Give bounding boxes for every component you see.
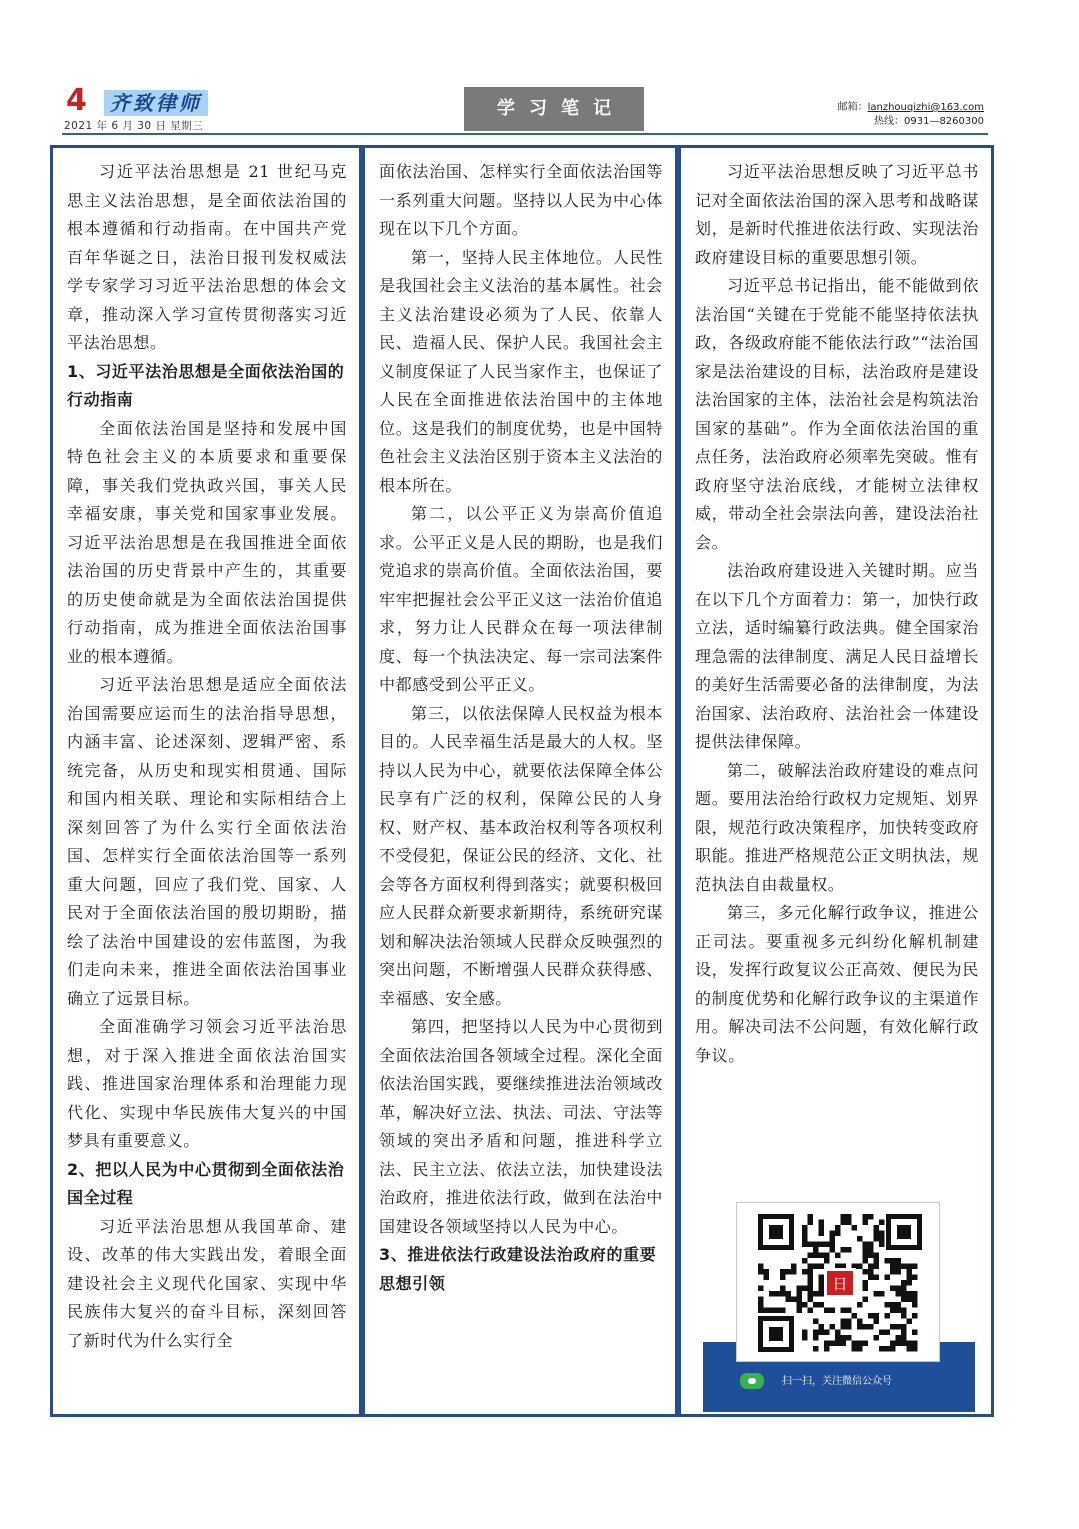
qr-module (879, 1231, 885, 1237)
qr-module (907, 1280, 913, 1286)
qr-module (830, 1231, 836, 1237)
qr-module (808, 1280, 814, 1286)
qr-module (841, 1335, 847, 1341)
qr-module (907, 1341, 913, 1347)
qr-module (841, 1341, 847, 1347)
qr-module (857, 1324, 863, 1330)
body-paragraph: 第四，把坚持以人民为中心贯彻到全面依法治国各领域全过程。深化全面依法治国实践，要继续推进法治领域改革，解决好立法、执法、司法、守法等领域的突出矛盾和问题，推进科学立法、民主立法、依法立法，加快建设法治政府，推进依法行政，做到在法治中国建设各领域坚持以人民为中心。 (379, 1017, 663, 1236)
qr-module (907, 1275, 913, 1281)
qr-module (863, 1286, 869, 1292)
qr-module (885, 1258, 891, 1264)
qr-module (896, 1341, 902, 1347)
qr-module (813, 1247, 819, 1253)
qr-module (874, 1253, 880, 1259)
qr-module (758, 1297, 764, 1303)
qr-module (896, 1269, 902, 1275)
qr-module (907, 1269, 913, 1275)
qr-module (802, 1269, 808, 1275)
qr-module (885, 1346, 891, 1352)
qr-module (846, 1220, 852, 1226)
qr-module (813, 1346, 819, 1352)
qr-module (846, 1308, 852, 1314)
section-banner: 学习笔记 (464, 87, 644, 131)
qr-module (896, 1335, 902, 1341)
qr-module (863, 1269, 869, 1275)
qr-module (819, 1220, 825, 1226)
qr-module (912, 1330, 918, 1336)
qr-module (824, 1253, 830, 1259)
email-line (838, 101, 984, 115)
qr-module (874, 1275, 880, 1281)
qr-module (841, 1308, 847, 1314)
qr-module (868, 1247, 874, 1253)
body-paragraph: 面依法治国、怎样实行全面依法治国等一系列重大问题。坚持以人民为中心体现在以下几个方面。 (379, 162, 663, 238)
qr-module (874, 1264, 880, 1270)
paper-name-logo: 齐致律师 (104, 90, 208, 116)
qr-module (890, 1341, 896, 1347)
section-heading: 2、把以人民为中心贯彻到全面依法治国全过程 (67, 1159, 345, 1207)
qr-module (808, 1269, 814, 1275)
qr-module (797, 1297, 803, 1303)
qr-module (852, 1346, 858, 1352)
qr-module (912, 1275, 918, 1281)
qr-module (835, 1341, 841, 1347)
qr-module (890, 1308, 896, 1314)
body-paragraph: 第二，破解法治政府建设的难点问题。要用法治给行政权力定规矩、划界限，规范行政决策程序，加快转变政府职能。推进严格规范公正文明执法，规范执法自由裁量权。 (695, 760, 979, 894)
qr-module (901, 1313, 907, 1319)
qr-module (874, 1225, 880, 1231)
qr-module (874, 1319, 880, 1325)
qr-module (797, 1286, 803, 1292)
qr-module (912, 1313, 918, 1319)
qr-module (912, 1291, 918, 1297)
qr-module (907, 1264, 913, 1270)
qr-module (813, 1335, 819, 1341)
qr-module (808, 1308, 814, 1314)
qr-module (896, 1264, 902, 1270)
body-paragraph: 习近平法治思想反映了习近平总书记对全面依法治国的深入思考和战略谋划，是新时代推进依法行政、实现法治政府建设目标的重要思想引领。 (695, 162, 979, 267)
qr-module (802, 1286, 808, 1292)
qr-module (890, 1269, 896, 1275)
qr-module (846, 1335, 852, 1341)
qr-module (846, 1214, 852, 1220)
qr-module (758, 1302, 764, 1308)
qr-module (824, 1341, 830, 1347)
qr-module (813, 1291, 819, 1297)
body-paragraph: 法治政府建设进入关键时期。应当在以下几个方面着力：第一，加快行政立法，适时编纂行政法典。健全国家治理急需的法律制度、满足人民日益增长的美好生活需要必备的法律制度，为法治国家、法治政府、法治社会一体建设提供法律保障。 (695, 561, 979, 751)
qr-module (835, 1231, 841, 1237)
qr-module (863, 1341, 869, 1347)
body-paragraph: 第三，多元化解行政争议，推进公正司法。要重视多元纠纷化解机制建设，发挥行政复议公正高效、便民为民的制度优势和化解行政争议的主渠道作用。解决司法不公问题，有效化解行政争议。 (695, 903, 979, 1065)
email-label: 邮箱： (837, 102, 868, 113)
hotline-number: 0931—8260300 (904, 116, 984, 127)
qr-module (808, 1214, 814, 1220)
qr-module (890, 1302, 896, 1308)
qr-module (863, 1258, 869, 1264)
qr-module (901, 1286, 907, 1292)
qr-module (764, 1275, 770, 1281)
qr-module (885, 1313, 891, 1319)
qr-module (901, 1324, 907, 1330)
qr-module (764, 1308, 770, 1314)
qr-module (802, 1242, 808, 1248)
qr-module (786, 1297, 792, 1303)
qr-module (863, 1214, 869, 1220)
qr-module (846, 1319, 852, 1325)
qr-module (879, 1291, 885, 1297)
email-link[interactable]: lanzhouqizhi@163.com (867, 102, 984, 113)
qr-module (797, 1302, 803, 1308)
qr-module (879, 1220, 885, 1226)
qr-module (813, 1319, 819, 1325)
qr-module (830, 1236, 836, 1242)
qr-module (907, 1291, 913, 1297)
qr-module (868, 1313, 874, 1319)
qr-module (780, 1291, 786, 1297)
section-heading: 1、习近平法治思想是全面依法治国的行动指南 (67, 361, 345, 409)
qr-module (857, 1319, 863, 1325)
body-paragraph: 第二，以公平正义为崇高价值追求。公平正义是人民的期盼，也是我们党追求的崇高价值。全面依法治国，要牢牢把握社会公平正义这一法治价值追求，努力让人民群众在每一项法律制度、每一个执法决定、每一宗司法案件中都感受到公平正义。 (379, 504, 663, 694)
qr-module (857, 1346, 863, 1352)
article-column-1 (50, 145, 362, 1417)
qr-module (758, 1264, 764, 1270)
qr-module (863, 1324, 869, 1330)
qr-module (780, 1308, 786, 1314)
qr-module (912, 1341, 918, 1347)
qr-module (868, 1269, 874, 1275)
qr-module (874, 1313, 880, 1319)
body-paragraph: 第一，坚持人民主体地位。人民性是我国社会主义法治的基本属性。社会主义法治建设必须为了人民、依靠人民、造福人民、保护人民。我国社会主义制度保证了人民当家作主，也保证了人民在全面推进依法治国中的主体地位。这是我们的制度优势，也是中国特色社会主义法治区别于资本主义法治的根本所在。 (379, 247, 663, 495)
qr-module (769, 1291, 775, 1297)
qr-module (824, 1308, 830, 1314)
qr-module (901, 1280, 907, 1286)
qr-module (758, 1286, 764, 1292)
qr-module (808, 1286, 814, 1292)
qr-caption (740, 1372, 970, 1392)
qr-module (885, 1302, 891, 1308)
qr-module (841, 1214, 847, 1220)
qr-module (863, 1247, 869, 1253)
qr-module (813, 1242, 819, 1248)
body-paragraph: 全面依法治国是坚持和发展中国特色社会主义的本质要求和重要保障，事关我们党执政兴国，事关人民幸福安康，事关党和国家事业发展。习近平法治思想是在我国推进全面依法治国的历史背景中产生的，其重要的历史使命就是为全面依法治国提供行动指南，成为推进全面依法治国事业的根本遵循。 (67, 418, 347, 666)
qr-module (813, 1302, 819, 1308)
qr-module (841, 1220, 847, 1226)
qr-module (791, 1264, 797, 1270)
qr-module (863, 1297, 869, 1303)
qr-module (802, 1258, 808, 1264)
qr-module (841, 1324, 847, 1330)
qr-module (868, 1242, 874, 1248)
body-paragraph: 习近平法治思想从我国革命、建设、改革的伟大实践出发，着眼全面建设社会主义现代化国家、实现中华民族伟大复兴的奋斗目标，深刻回答了新时代为什么实行全 (67, 1216, 347, 1350)
qr-module (896, 1302, 902, 1308)
qr-module (830, 1247, 836, 1253)
qr-module (758, 1269, 764, 1275)
qr-module (824, 1346, 830, 1352)
qr-module (819, 1280, 825, 1286)
qr-module (874, 1236, 880, 1242)
qr-module (896, 1291, 902, 1297)
qr-module (852, 1225, 858, 1231)
qr-module (901, 1297, 907, 1303)
qr-module (907, 1346, 913, 1352)
qr-module (797, 1291, 803, 1297)
qr-module (791, 1297, 797, 1303)
qr-module (879, 1330, 885, 1336)
qr-module (808, 1297, 814, 1303)
qr-module (901, 1330, 907, 1336)
qr-module (896, 1324, 902, 1330)
qr-module (890, 1264, 896, 1270)
qr-module (846, 1247, 852, 1253)
qr-module (819, 1231, 825, 1237)
qr-module (830, 1341, 836, 1347)
qr-module (802, 1225, 808, 1231)
qr-module (819, 1286, 825, 1292)
qr-module (879, 1236, 885, 1242)
qr-module (830, 1242, 836, 1248)
qr-module (879, 1242, 885, 1248)
qr-module (808, 1291, 814, 1297)
qr-module (775, 1308, 781, 1314)
page-number: 4 (66, 83, 87, 118)
qr-module (874, 1231, 880, 1237)
qr-module (819, 1302, 825, 1308)
qr-module (819, 1330, 825, 1336)
qr-module (885, 1275, 891, 1281)
hotline-line (838, 115, 984, 129)
qr-module (813, 1253, 819, 1259)
hotline-label: 热线： (874, 116, 904, 127)
body-paragraph: 全面准确学习领会习近平法治思想，对于深入推进全面依法治国实践、推进国家治理体系和治理能力现代化、实现中华民族伟大复兴的中国梦具有重要意义。 (67, 1017, 347, 1150)
qr-module (835, 1330, 841, 1336)
body-paragraph: 习近平法治思想是适应全面依法治国需要应运而生的法治指导思想，内涵丰富、论述深刻、逻辑严密、系统完备，从历史和现实相贯通、国际和国内相关联、理论和实际相结合上深刻回答了为什么实行全面依法治国、怎样实行全面依法治国等一系列重大问题，回应了我们党、国家、人民对于全面依法治国的殷切期盼，描绘了法治中国建设的宏伟蓝图，为我们走向未来，推进全面依法治国事业确立了远景目标。 (67, 675, 347, 1008)
qr-module (852, 1313, 858, 1319)
qr-module (780, 1286, 786, 1292)
qr-module (802, 1236, 808, 1242)
qr-module (819, 1253, 825, 1259)
qr-module (912, 1346, 918, 1352)
header-rule (62, 133, 988, 135)
qr-module (819, 1264, 825, 1270)
qr-module (819, 1275, 825, 1281)
qr-module (912, 1302, 918, 1308)
section-heading: 3、推进依法行政建设法治政府的重要思想引领 (379, 1245, 657, 1293)
body-paragraph: 习近平总书记指出，能不能做到依法治国“关键在于党能不能坚持依法执政，各级政府能不能依法行政”“法治国家是法治建设的目标，法治政府是建设法治国家的主体，法治社会是构筑法治国家的基础”。作为全面依法治国的重点任务，法治政府必须率先突破。惟有政府坚守法治底线，才能树立法律权威，带动全社会崇法向善，建设法治社会。 (695, 276, 979, 552)
qr-module (890, 1258, 896, 1264)
qr-module (857, 1264, 863, 1270)
qr-module (830, 1308, 836, 1314)
qr-module (857, 1302, 863, 1308)
body-paragraph: 第三，以依法保障人民权益为根本目的。人民幸福生活是最大的人权。坚持以人民为中心，就要依法保障全体公民享有广泛的权利，保障公民的人身权、财产权、基本政治权利等各项权利不受侵犯，保证公民的经济、文化、社会等各方面权利得到落实；就要积极回应人民群众新要求新期待，系统研究谋划和解决法治领域人民群众反映强烈的突出问题，不断增强人民群众获得感、幸福感、安全感。 (379, 703, 663, 1008)
qr-module (901, 1264, 907, 1270)
qr-module (868, 1264, 874, 1270)
qr-module (868, 1214, 874, 1220)
qr-module (835, 1335, 841, 1341)
qr-module (835, 1253, 841, 1259)
qr-module (802, 1330, 808, 1336)
qr-module (758, 1308, 764, 1314)
qr-module (808, 1275, 814, 1281)
qr-module (874, 1258, 880, 1264)
qr-module (857, 1341, 863, 1347)
qr-module (808, 1220, 814, 1226)
qr-module (819, 1324, 825, 1330)
qr-module (874, 1335, 880, 1341)
qr-module (890, 1346, 896, 1352)
qr-module (808, 1253, 814, 1259)
contact-info (838, 101, 984, 129)
qr-code[interactable] (758, 1214, 922, 1352)
qr-module (813, 1264, 819, 1270)
qr-module (802, 1231, 808, 1237)
qr-module (797, 1308, 803, 1314)
qr-module (808, 1242, 814, 1248)
qr-module (775, 1291, 781, 1297)
qr-module (868, 1253, 874, 1259)
qr-module (780, 1269, 786, 1275)
qr-module (852, 1341, 858, 1347)
qr-module (907, 1297, 913, 1303)
qr-module (819, 1225, 825, 1231)
qr-module (890, 1324, 896, 1330)
qr-module (824, 1330, 830, 1336)
qr-module (912, 1264, 918, 1270)
qr-module (841, 1319, 847, 1325)
qr-module (819, 1242, 825, 1248)
qr-module (830, 1324, 836, 1330)
qr-module (874, 1291, 880, 1297)
qr-center-mark: 日 (832, 1275, 848, 1293)
body-paragraph: 习近平法治思想是 21 世纪马克思主义法治思想，是全面依法治国的根本遵循和行动指南。在中国共产党百年华诞之日，法治日报刊发权威法学专家学习习近平法治思想的体会文章，推动深入学习宣传贯彻落实习近平法治思想。 (67, 162, 347, 352)
qr-module (791, 1269, 797, 1275)
qr-module (912, 1297, 918, 1303)
qr-module (868, 1324, 874, 1330)
qr-module (802, 1302, 808, 1308)
qr-module (901, 1308, 907, 1314)
qr-module (857, 1236, 863, 1242)
qr-module (868, 1275, 874, 1281)
wechat-icon (740, 1373, 764, 1389)
qr-module (901, 1341, 907, 1347)
qr-module (813, 1330, 819, 1336)
qr-module (901, 1335, 907, 1341)
qr-module (901, 1291, 907, 1297)
qr-module (780, 1275, 786, 1281)
qr-module (885, 1330, 891, 1336)
qr-module (863, 1253, 869, 1259)
qr-module (863, 1280, 869, 1286)
qr-module (879, 1346, 885, 1352)
qr-module (786, 1291, 792, 1297)
article-column-2 (362, 145, 678, 1417)
qr-module (764, 1269, 770, 1275)
qr-module (863, 1242, 869, 1248)
qr-module (841, 1247, 847, 1253)
qr-module (896, 1286, 902, 1292)
qr-module (907, 1319, 913, 1325)
qr-module (802, 1335, 808, 1341)
qr-module (890, 1286, 896, 1292)
qr-module (896, 1308, 902, 1314)
qr-module (769, 1308, 775, 1314)
qr-module (863, 1220, 869, 1226)
qr-module (786, 1269, 792, 1275)
publication-date: 2021 年 6 月 30 日 星期三 (64, 120, 204, 132)
qr-module (808, 1264, 814, 1270)
qr-module (824, 1242, 830, 1248)
qr-module (819, 1291, 825, 1297)
qr-caption-text: 扫一扫，关注微信公众号 (782, 1376, 892, 1387)
qr-module (896, 1258, 902, 1264)
qr-module (835, 1225, 841, 1231)
qr-module (846, 1324, 852, 1330)
qr-module (824, 1258, 830, 1264)
